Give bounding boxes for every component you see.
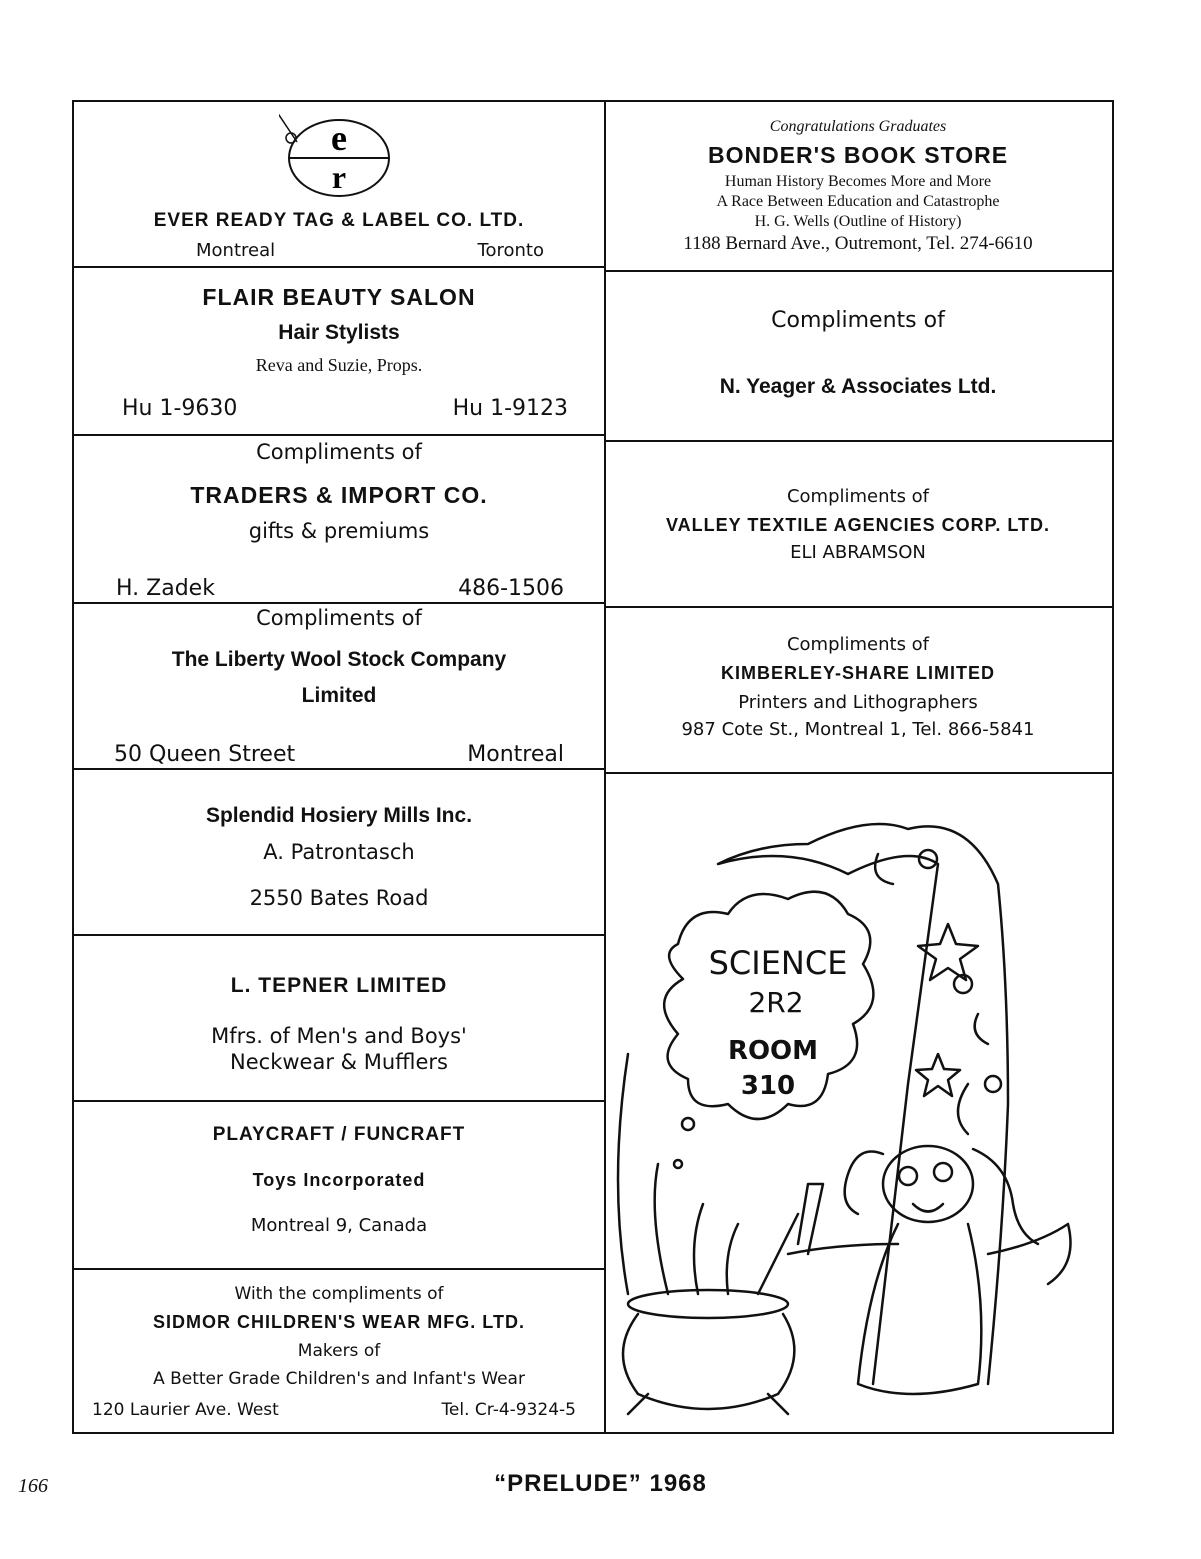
ad-splendid [74,770,604,936]
liberty-name-1: The Liberty Wool Stock Company [171,648,507,671]
ever-ready-city-montreal: Montreal [196,240,276,261]
ad-flair [74,268,604,436]
bonders-quote-2: A Race Between Education and Catastrophe [716,193,1000,210]
valley-name: VALLEY TEXTILE AGENCIES CORP. LTD. [665,515,1051,535]
sidmor-line: A Better Grade Children's and Infant's Wear [153,1369,525,1389]
logo-letter-r: r [331,159,347,195]
yeager-compliments: Compliments of [771,308,945,333]
test-tube-icon [798,1184,823,1254]
bonders-name: BONDER'S BOOK STORE [707,142,1009,168]
ad-tepner [74,936,604,1102]
valley-person: ELI ABRAMSON [790,542,926,563]
playcraft-name: PLAYCRAFT / FUNCRAFT [212,1124,466,1145]
kimberley-compliments: Compliments of [786,634,930,655]
star-icon [916,1054,960,1096]
ad-bonders [604,102,1112,272]
cartoon-text-2r2: 2R2 [748,986,804,1019]
scissors-icon [279,112,297,142]
playcraft-sub: Toys Incorporated [252,1170,426,1190]
logo-letter-e: e [331,118,347,158]
ad-sidmor [74,1270,604,1436]
yeager-name: N. Yeager & Associates Ltd. [719,375,997,398]
traders-compliments: Compliments of [256,440,422,464]
ad-traders [74,436,604,604]
kimberley-address: 987 Cote St., Montreal 1, Tel. 866-5841 [681,719,1035,740]
traders-sub: gifts & premiums [248,519,430,543]
flair-name: FLAIR BEAUTY SALON [202,284,476,310]
page-footer-title: “PRELUDE” 1968 [494,1470,707,1497]
wizard-hat-outline [718,824,1008,1384]
cauldron-rim [628,1290,788,1318]
traders-name: TRADERS & IMPORT CO. [190,482,488,508]
sidmor-address: 120 Laurier Ave. West [92,1400,279,1420]
bonders-address: 1188 Bernard Ave., Outremont, Tel. 274-6610 [683,233,1033,254]
right-column [604,102,1112,1432]
ever-ready-name: EVER READY TAG & LABEL CO. LTD. [153,210,525,231]
ever-ready-logo [279,110,399,200]
wizard-illustration [608,784,1108,1424]
wizard-cartoon [604,774,1112,1436]
ad-yeager [604,272,1112,442]
flair-phone-1: Hu 1-9630 [122,396,238,421]
liberty-address: 50 Queen Street [114,742,296,767]
splendid-address: 2550 Bates Road [249,886,429,910]
cartoon-text-science: SCIENCE [708,944,848,982]
traders-contact: H. Zadek [116,576,215,601]
ad-kimberley [604,608,1112,774]
valley-compliments: Compliments of [786,486,930,507]
liberty-compliments: Compliments of [256,606,422,630]
steam-plume [618,1054,628,1294]
sidmor-phone: Tel. Cr-4-9324-5 [441,1400,576,1420]
liberty-city: Montreal [467,742,564,767]
flair-props: Reva and Suzie, Props. [255,355,423,375]
splendid-person: A. Patrontasch [263,840,415,864]
splendid-name: Splendid Hosiery Mills Inc. [205,804,473,827]
moon-icon [958,1084,968,1134]
traders-phone: 486-1506 [458,576,564,601]
wizard-robe [858,1224,981,1394]
bonders-quote-1: Human History Becomes More and More [724,173,992,190]
playcraft-city: Montreal 9, Canada [250,1215,428,1236]
ad-grid [72,100,1114,1434]
kimberley-sub: Printers and Lithographers [738,692,978,713]
bonders-quote-3: H. G. Wells (Outline of History) [754,213,962,230]
cartoon-text-room: ROOM [727,1036,819,1066]
flair-sub: Hair Stylists [278,321,400,344]
tepner-line-1: Mfrs. of Men's and Boys' [211,1024,467,1048]
tepner-line-2: Neckwear & Mufflers [230,1050,448,1074]
cartoon-text-310: 310 [740,1071,796,1101]
kimberley-name: KIMBERLEY-SHARE LIMITED [720,663,995,683]
left-column [74,102,606,1432]
page-number: 166 [18,1475,48,1497]
star-icon [918,924,978,980]
tepner-name: L. TEPNER LIMITED [230,974,448,997]
ad-valley [604,442,1112,608]
sidmor-name: SIDMOR CHILDREN'S WEAR MFG. LTD. [153,1312,525,1332]
sidmor-makers: Makers of [297,1341,381,1361]
moon-icon [975,1014,988,1044]
bonders-tagline: Congratulations Graduates [769,118,947,135]
ever-ready-city-toronto: Toronto [477,240,544,261]
ad-playcraft [74,1102,604,1270]
liberty-name-2: Limited [301,684,377,707]
sidmor-compliments: With the compliments of [234,1284,444,1304]
ad-ever-ready [74,102,604,268]
ad-liberty [74,604,604,770]
flair-phone-2: Hu 1-9123 [452,396,568,421]
